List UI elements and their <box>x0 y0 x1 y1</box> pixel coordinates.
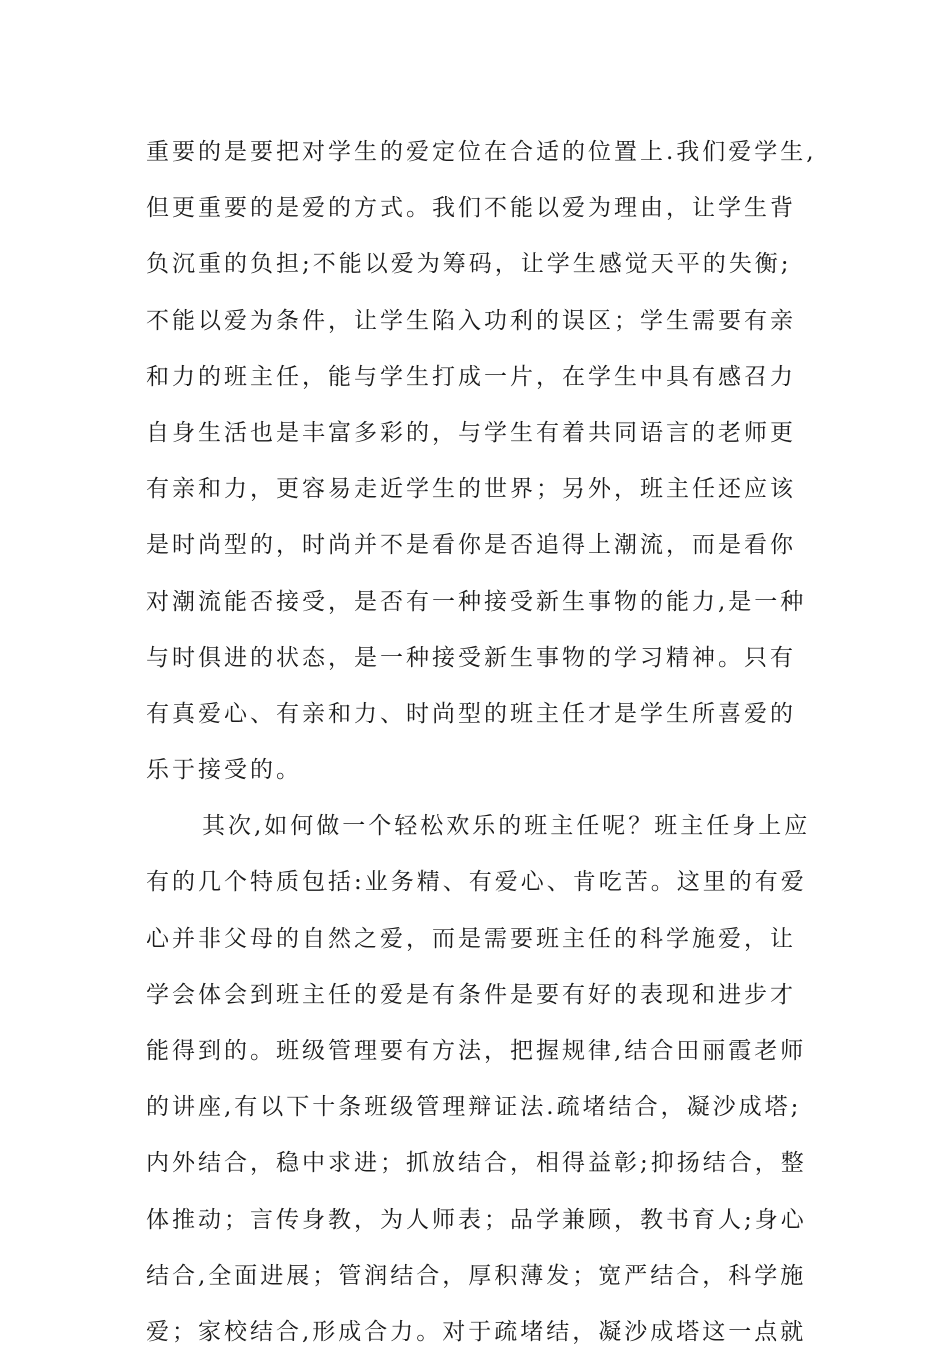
paragraph-start-line: 其次,如何做一个轻松欢乐的班主任呢？班主任身上应 <box>202 813 811 840</box>
text-line: 乐于接受的。 <box>146 757 302 784</box>
text-line: 的讲座,有以下十条班级管理辩证法.疏堵结合，凝沙成塔; <box>146 1094 802 1121</box>
text-line: 内外结合，稳中求进；抓放结合，相得益彰;抑扬结合，整 <box>146 1150 807 1177</box>
body-text <box>146 124 866 1360</box>
text-line: 体推动；言传身教，为人师表；品学兼顾，教书育人;身心 <box>146 1206 807 1233</box>
text-line: 和力的班主任，能与学生打成一片，在学生中具有感召力 <box>146 363 796 390</box>
text-line: 有亲和力，更容易走近学生的世界；另外，班主任还应该 <box>146 476 796 503</box>
text-line: 但更重要的是爱的方式。我们不能以爱为理由，让学生背 <box>146 195 796 222</box>
text-line: 与时俱进的状态，是一种接受新生事物的学习精神。只有 <box>146 644 796 671</box>
text-line: 学会体会到班主任的爱是有条件是要有好的表现和进步才 <box>146 981 796 1008</box>
text-line: 自身生活也是丰富多彩的，与学生有着共同语言的老师更 <box>146 419 796 446</box>
text-line: 有真爱心、有亲和力、时尚型的班主任才是学生所喜爱的 <box>146 700 796 727</box>
text-line: 重要的是要把对学生的爱定位在合适的位置上.我们爱学生, <box>146 139 817 165</box>
text-line: 爱；家校结合,形成合力。对于疏堵结，凝沙成塔这一点就 <box>146 1318 807 1345</box>
text-line: 心并非父母的自然之爱，而是需要班主任的科学施爱，让 <box>146 925 796 952</box>
text-line: 结合,全面进展；管润结合，厚积薄发；宽严结合，科学施 <box>146 1262 807 1289</box>
text-line: 能得到的。班级管理要有方法，把握规律,结合田丽霞老师 <box>146 1038 807 1064</box>
text-line: 不能以爱为条件，让学生陷入功利的误区；学生需要有亲 <box>146 307 796 334</box>
text-line: 有的几个特质包括:业务精、有爱心、肯吃苦。这里的有爱 <box>146 869 807 896</box>
text-line: 对潮流能否接受，是否有一种接受新生事物的能力,是一种 <box>146 588 807 615</box>
text-line: 是时尚型的，时尚并不是看你是否追得上潮流，而是看你 <box>146 532 796 559</box>
text-line: 负沉重的负担;不能以爱为筹码，让学生感觉天平的失衡; <box>146 251 792 278</box>
